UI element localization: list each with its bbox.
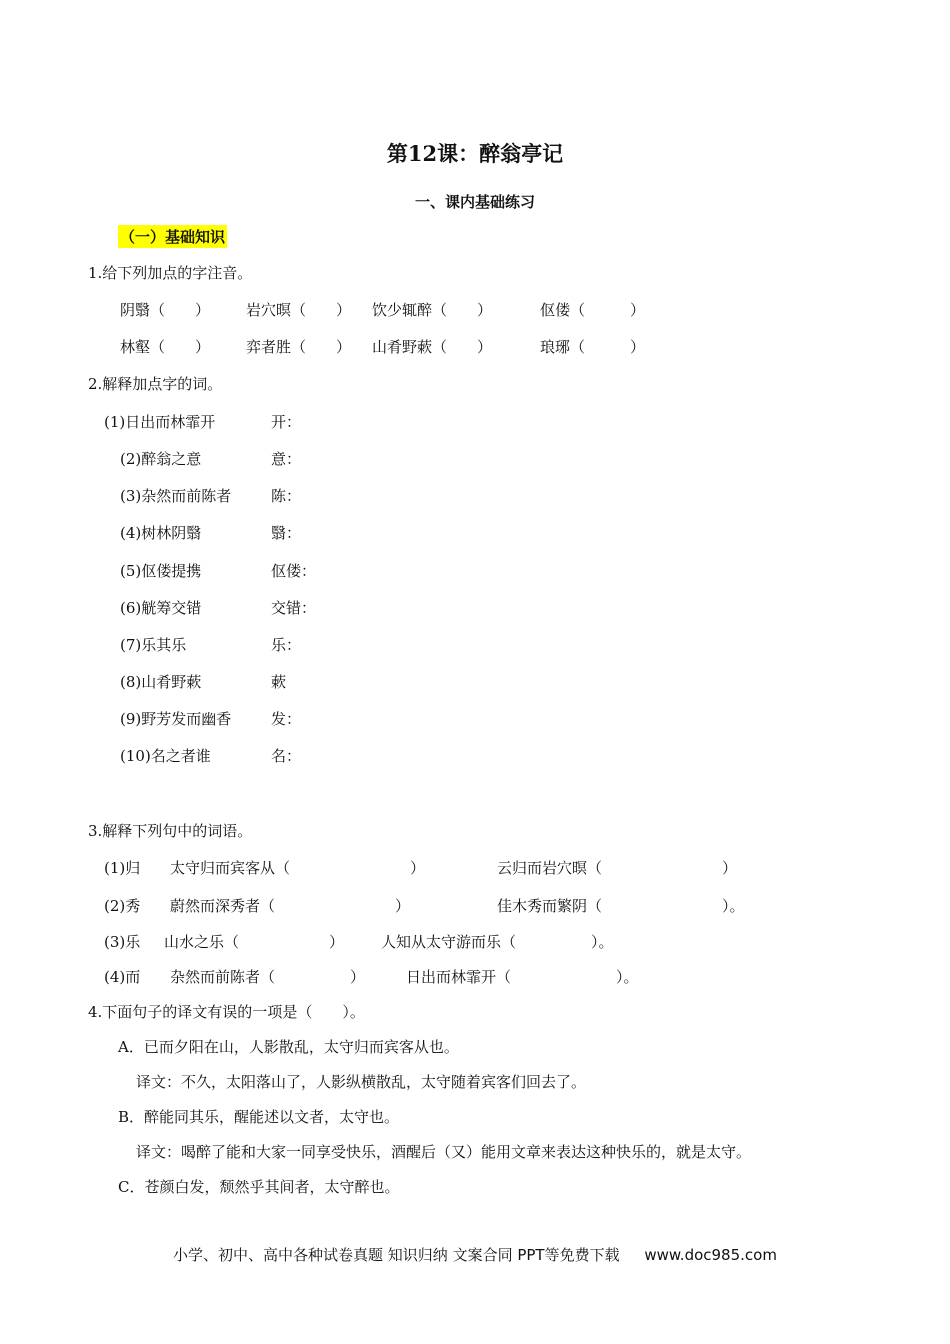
q2-item-left: (6)觥筹交错 <box>120 599 202 617</box>
page-footer <box>0 1244 950 1265</box>
q3-item-a: 太守归而宾客从（ ） <box>170 859 426 877</box>
q3-item-b: 人知从太守游而乐（ ）。 <box>381 933 614 951</box>
q2-item-right: 开： <box>271 413 302 431</box>
option-a-translation: 译文：不久，太阳落山了，人影纵横散乱，太守随着宾客们回去了。 <box>136 1073 587 1091</box>
q2-item-right: 蔌 <box>271 673 287 691</box>
option-c: C．苍颜白发，颓然乎其间者，太守醉也。 <box>118 1178 400 1196</box>
q3-item-a: 杂然而前陈者（ ） <box>170 968 366 986</box>
q2-item-right: 翳： <box>271 524 302 542</box>
q3-item-b: 云归而岩穴暝（ ） <box>497 859 738 877</box>
q3-label: (3)乐 <box>104 933 141 951</box>
q1-item: 琅琊（ ） <box>540 338 646 356</box>
q2-item-left: (7)乐其乐 <box>120 636 187 654</box>
section-heading: 一、课内基础练习 <box>414 193 535 211</box>
q2-item-right: 名： <box>271 747 302 765</box>
q2-item-left: (1)日出而林霏开 <box>104 413 216 431</box>
option-b-translation: 译文：喝醉了能和大家一同享受快乐，酒醒后（又）能用文章来表达这种快乐的，就是太守。 <box>136 1143 752 1161</box>
q1-item: 阴翳（ ） <box>120 301 211 319</box>
q2-item-right: 陈： <box>271 487 302 505</box>
q3-item-a: 蔚然而深秀者（ ） <box>170 897 411 915</box>
q1-item: 伛偻（ ） <box>540 301 646 319</box>
q2-item-left: (10)名之者谁 <box>120 747 211 765</box>
subsection-heading: （一）基础知识 <box>118 225 227 248</box>
footer-url[interactable]: www.doc985.com <box>644 1246 777 1264</box>
q1-item: 岩穴暝（ ） <box>246 301 352 319</box>
q3-label: (2)秀 <box>104 897 141 915</box>
q3-item-a: 山水之乐（ ） <box>164 933 345 951</box>
q2-item-right: 交错： <box>271 599 317 617</box>
q1-item: 弈者胜（ ） <box>246 338 352 356</box>
q1-item: 林壑（ ） <box>120 338 211 356</box>
q1-item: 山肴野蔌（ ） <box>372 338 493 356</box>
q2-item-left: (5)伛偻提携 <box>120 562 202 580</box>
q2-item-left: (4)树林阴翳 <box>120 524 202 542</box>
q2-item-right: 意： <box>271 450 302 468</box>
option-b: B．醉能同其乐，醒能述以文者，太守也。 <box>118 1108 400 1126</box>
footer-text: 小学、初中、高中各种试卷真题 知识归纳 文案合同 PPT等免费下载 <box>173 1246 620 1264</box>
q2-item-right: 乐： <box>271 636 302 654</box>
q2-item-left: (8)山肴野蔌 <box>120 673 202 691</box>
q1-item: 饮少辄醉（ ） <box>372 301 493 319</box>
question-1-prompt: 1.给下列加点的字注音。 <box>88 264 253 282</box>
q2-item-left: (3)杂然而前陈者 <box>120 487 232 505</box>
page-title: 第12课：醉翁亭记 <box>386 141 564 166</box>
q2-item-right: 发： <box>271 710 302 728</box>
q3-item-b: 日出而林霏开（ ）。 <box>406 968 639 986</box>
question-4-prompt: 4.下面句子的译文有误的一项是（ ）。 <box>88 1003 365 1021</box>
q2-item-right: 伛偻： <box>271 562 317 580</box>
q2-item-left: (2)醉翁之意 <box>120 450 202 468</box>
q3-item-b: 佳木秀而繁阴（ ）。 <box>497 897 745 915</box>
question-2-prompt: 2.解释加点字的词。 <box>88 375 223 393</box>
q3-label: (4)而 <box>104 968 141 986</box>
question-3-prompt: 3.解释下列句中的词语。 <box>88 822 253 840</box>
q3-label: (1)归 <box>104 859 141 877</box>
option-a: A．已而夕阳在山，人影散乱，太守归而宾客从也。 <box>118 1038 459 1056</box>
q2-item-left: (9)野芳发而幽香 <box>120 710 232 728</box>
